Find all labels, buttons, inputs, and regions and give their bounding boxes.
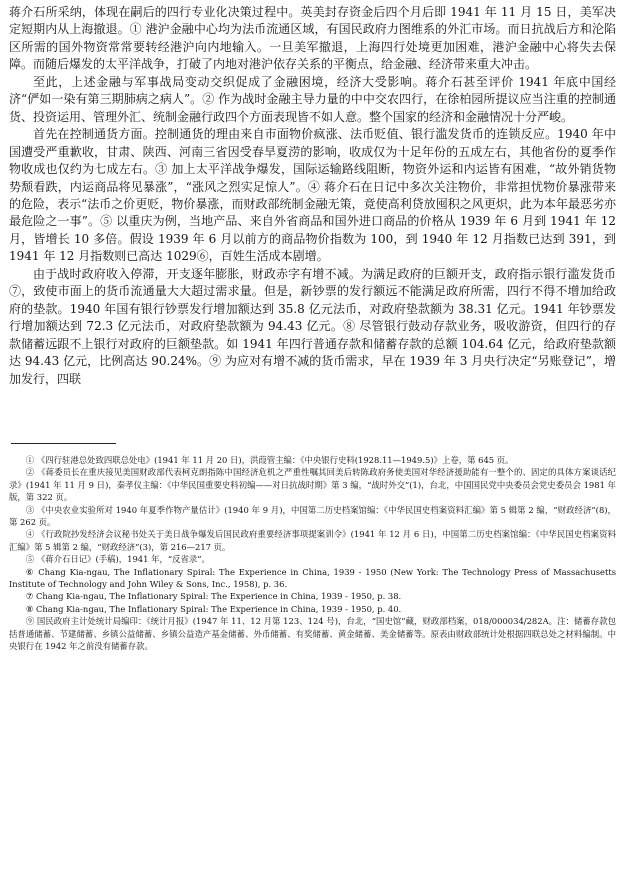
footnote-5: ⑤ 《蒋介石日记》(手稿)，1941 年，“反省录”。: [25, 554, 210, 565]
footnote-6: ⑥ Chang Kia-ngau, The Inflationary Spiral: The Experience in China, 1939 - 1950 (New York: The Technology Press of Massachusetts Institute of Technology and John Wiley & Sons, Inc., 1958), p. 36.: [9, 566, 616, 590]
footnotes: [9, 454, 616, 653]
main-text: [9, 4, 616, 388]
footnote-divider: [11, 443, 116, 444]
footnote-2: ② 《蒋委员长在重庆接见美国财政部代表柯克朗指陈中国经济危机之严重性嘱其回美后转陈政府务使美国对华经济援助能有一整个的、固定的具体方案谈话纪录》(1941 年 11 月 9 日)，秦孝仪主编：《中华民国重要史料初编——对日抗战时期》第 3 编，“战时外交”(1)，台北，中国国民党中央委员会党史委员会 1981 年版，第 322 页。: [9, 467, 616, 503]
footnote-3: ③ 《中央农业实验所对 1940 年夏季作物产量估计》(1940 年 9 月)，中国第二历史档案馆编：《中华民国史档案资料汇编》第 5 辑第 2 编，“财政经济”(8)，第 262 页。: [9, 504, 616, 527]
footnote-7: ⑦ Chang Kia-ngau, The Inflationary Spiral: The Experience in China, 1939 - 1950, p. 38.: [25, 591, 402, 602]
footnote-1: ① 《四行驻港总处致四联总处电》(1941 年 11 月 20 日)，洪葭管主编：《中央银行史料(1928.11—1949.5)》上卷，第 645 页。: [25, 454, 514, 465]
paragraph-4: 由于战时政府收入停滞，开支逐年膨胀，财政赤字有增不减。为满足政府的巨额开支，政府指示银行滥发货币⑦，致使市面上的货币流通量大大超过需求量。但是，新钞票的发行额远不能满足政府所需，四行不得不增加给政府的垫款。1940 年国有银行钞票发行增加额达到 35.8 亿元法币，对政府垫款额为 38.31 亿元。1941 年钞票发行增加额达到 72.3 亿元法币，对政府垫款额为 94.43 亿元。⑧ 尽管银行鼓动存款业务，吸收游资，但四行的存款储蓄远跟不上银行对政府的巨额垫款。如 1941 年四行普通存款和储蓄存款的总额 104.64 亿元，给政府垫款额达 94.43 亿元，比例高达 90.24%。⑨ 为应对有增不减的货币需求，早在 1939 年 3 月央行决定“另账登记”，增加发行，四联: [9, 266, 616, 386]
footnote-4: ④ 《行政院抄发经济会议秘书处关于美日战争爆发后国民政府重要经济事项提案训令》(1941 年 12 月 6 日)，中国第二历史档案馆编：《中华民国史档案资料汇编》第 5 辑第 2 编，“财政经济”(3)，第 216—217 页。: [9, 529, 616, 552]
paragraph-1: 蒋介石所采纳，体现在嗣后的四行专业化决策过程中。英美封存资金后四个月后即 1941 年 11 月 15 日，美军决定短期内从上海撤退。① 港沪金融中心均为法币流通区域，有国民政府力图维系的外汇市场。而日抗战后方和沦陷区所需的国外物资常常要转经港沪向内地输入。一旦美军撤退，上海四行处境更加困难，港沪金融中心将失去保障。而随后爆发的太平洋战争，打破了内地对港沪依存关系的平衡点，给金融、经济带来重大冲击。: [9, 5, 616, 72]
paragraph-3: 首先在控制通货方面。控制通货的理由来自市面物价疯涨、法币贬值、银行滥发货币的连锁反应。1940 年中国遭受严重歉收，甘肃、陕西、河南三省因受春旱夏涝的影响，收成仅为十足年份的五成左右，其他省份的夏季作物收成也仅约为七成左右。③ 加上太平洋战争爆发，国际运输路线阻断，物资外运和内运皆有困难，“故外销货物势颓看跌，内运商品将见暴涨”，“涨风之烈实足惊人”。④ 蒋介石在日记中多次关注物价，非常担忧物价暴涨带来的危险，表示“法币之价更贬，物价暴涨，而财政部统制金融无策，竟使高利贷放囤积之风更炽，此为本年最恶劣亦最危险之一事”。⑤ 以重庆为例，当地产品、来自外省商品和国外进口商品的价格从 1939 年 6 月到 1941 年 12 月，皆增长 10 多倍。假设 1939 年 6 月以前方的商品物价指数为 100，到 1940 年 12 月指数已达到 391，到 1941 年 12 月指数则已高达 1029⑥，百姓生活成本剧增。: [9, 127, 616, 264]
footnote-9: ⑨ 国民政府主计处统计局编印：《统计月报》(1947 年 11、12 月第 123、124 号)，台北，“国史馆”藏，财政部档案，018/000034/282A。注：储蓄存款包括普通储蓄、节建储蓄、乡镇公益储蓄、乡镇公益造产基金储蓄、外币储蓄、有奖储蓄、黄金储蓄、美金储蓄等。原表由财政部统计处根据四联总处之材料编制。中央银行在 1942 年之前没有储蓄存款。: [9, 616, 616, 652]
footnote-8: ⑧ Chang Kia-ngau, The Inflationary Spiral: The Experience in China, 1939 - 1950, p. 40.: [25, 603, 402, 614]
paragraph-2: 至此，上述金融与军事战局变动交织促成了金融困境，经济大受影响。蒋介石甚至评价 1941 年底中国经济“俨如一染有第三期肺病之病人”。② 作为战时金融主导力量的中中交农四行，在徐柏园所提议应当注重的控制通货、投资运用、管理外汇、统制金融行政四个方面表现皆不如人意。整个国家的经济和金融情况十分严峻。: [9, 74, 616, 124]
